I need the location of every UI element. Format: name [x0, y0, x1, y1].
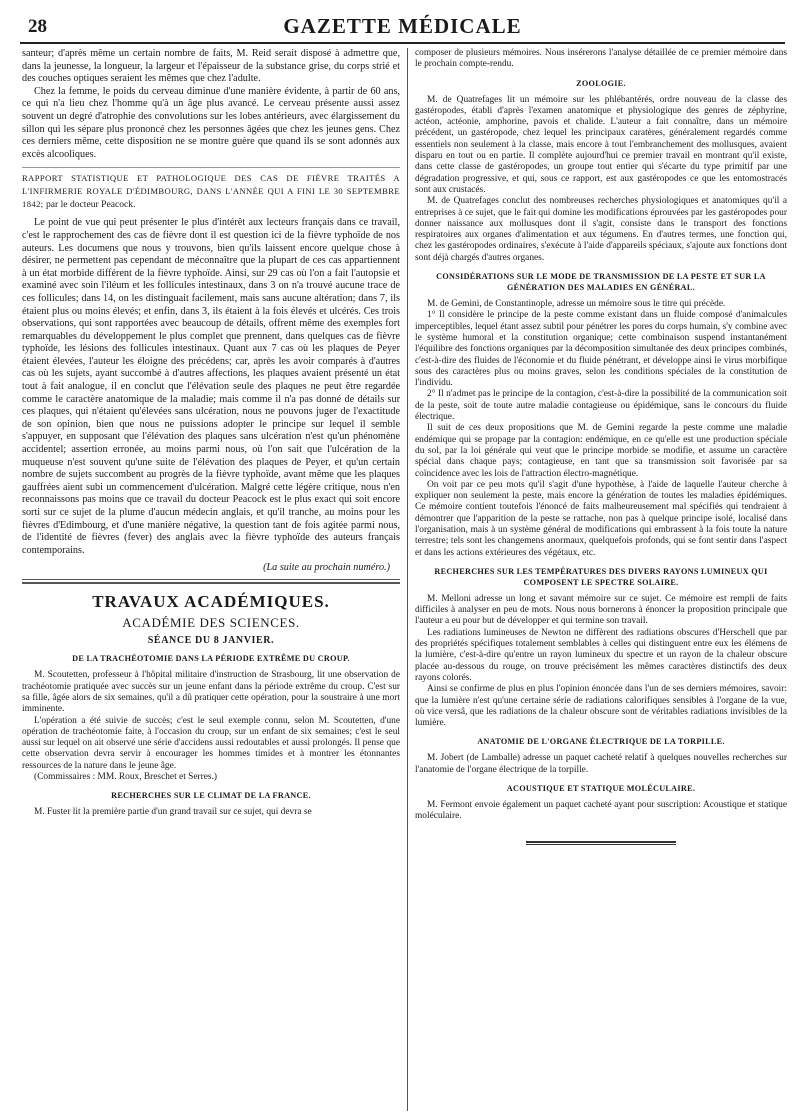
topic-heading: DE LA TRACHÉOTOMIE DANS LA PÉRIODE EXTRÊME DU CROUP.: [72, 654, 350, 664]
paragraph: Le point de vue qui peut présenter le plus d'intérêt aux lecteurs français dans ce travail, c'est le rapprochement des cas de fièvre dont il est question ici de la fièvre typhoïde de nos auteurs. Les documens que nous y trouvons, bien qu'ils laissent encore quelque chose à désirer, ne permettent pas cependant de méconnaître que la plupart de ces cas appartiennent à un état morbide différent de la fièvre typhoïde. Ainsi, sur 29 cas où l'on a fait l'autopsie et examiné avec soin l'iléum et les follicules intestinaux, dans 3 on n'a trouvé aucune trace de ces follicules; dans 14, on les distinguait facilement, mais sans aucune altération; dans 7, ils étaient plus ou moins élevés; et enfin, dans 3, ils étaient à la fois élevés et ulcérés. Ces trois observations, qui sont rapportées avec beaucoup de détails, offrent même des exemples fort remarquables du développement le plus complet que prennent, dans quelques cas de fièvre typhoïde, les lésions des follicules intestinaux. Quant aux 7 cas où les plaques de Peyer étaient élevées, l'auteur les éloigne des précédens; car, après les avoir comparés à d'autres cas où les sujets, ayant succombé à d'autres affections, les plaques avaient présenté un état tout à fait analogue, il en conclut que l'élévation seule des plaques ne peut être regardée comme le caractère anatomique de la maladie; mais comme il n'a pas donné de détails sur ces plaques, qui n'étaient qu'élevées sans ulcération, nous ne pouvons juger de l'exactitude de son opinion, bien que nous ne puissions adopter le principe sur lequel il semble s'appuyer, en supposant que l'élévation des plaques sans ulcération n'est qu'un phénomène accidentel; assertion erronée, au moins parmi nous, où l'on sait que l'ulcération de la muqueuse n'est souvent qu'une suite de l'élévation des plaques de Peyer, et qu'un certain nombre de sujets succombent au progrès de la fièvre typhoïde, avant même que les plaques gauffrées aient subi un commencement d'ulcération. Malgré cette légère critique, nous n'en reconnaissons pas moins que ce travail du docteur Peacock est le plus exact qui soit encore sorti sur ce sujet de la plume d'aucun médecin anglais, et qu'il tranche, au moins pour les fièvres d'Edimbourg, et d'une manière négative, la question tant de fois agitée parmi nous, de l'identité de fièvres (fever) des anglais avec la fièvre typhoïde des auteurs français contemporains.: [22, 217, 400, 556]
paragraph: M. Melloni adresse un long et savant mémoire sur ce sujet. Ce mémoire est rempli de faits difficiles à analyser en peu de mots. Nous nous bornerons à énoncer la proposition principale que l'auteur a eu pour but de développer et qui termine son travail.: [415, 593, 787, 627]
article-title-caps: RAPPORT STATISTIQUE ET PATHOLOGIQUE DES CAS DE FIÈVRE TRAITÉS A L'INFIRMERIE ROYALE D'ÉDIMBOURG, DANS L'ANNÉE QUI A FINI LE 30 SEPTEMBRE 1842;: [22, 173, 400, 210]
page-header: [20, 14, 785, 44]
section-heading: TRAVAUX ACADÉMIQUES.: [92, 592, 330, 612]
subsection-heading: ACADÉMIE DES SCIENCES.: [122, 615, 300, 631]
session-date: SÉANCE DU 8 JANVIER.: [147, 635, 275, 647]
continuation-note: (La suite au prochain numéro.): [263, 562, 390, 574]
topic-heading: RECHERCHES SUR LES TEMPÉRATURES DES DIVERS RAYONS LUMINEUX QUI COMPOSENT LE SPECTRE SOLAIRE.: [434, 566, 768, 587]
section-divider: [22, 579, 400, 580]
paragraph: Les radiations lumineuses de Newton ne diffèrent des radiations obscures d'Herschell que par des propriétés spécifiques totalement semblables à celles qui distinguent entre eux les élémens de la lumière, c'est-à-dire qu'entre un rayon lumineux du spectre et un rayon de la chaleur obscure placée au-dessous du rouge, on trouve précisément les mêmes caractères distinctifs des deux rayons colorés.: [415, 627, 787, 683]
paragraph: M. de Quatrefages lit un mémoire sur les phlébantérés, ordre nouveau de la classe des gastéropodes, établi d'après l'examen anatomique et physiologique des genres de zéphyrine, actéon, actéonie, amphorine, pavois et chalide. L'auteur a fait connaître, dans un mémoire précédent, un gastéropode, chez lequel les principaux caratères, généralement regardés comme essentiels non seulement à la classe, mais encore à tout l'embranchement des mollusques, avaient disparu en tout ou en partie. Il complète aujourd'hui ce premier travail en montrant qu'il existe, dans cette classe de gastéropodes, un groupe tout entier qui s'écarte du type primitif par une dégradation progressive, et qui, sous ce rapport, est aux gastéropodes ce que les entomostracés sont aux crustacés.: [415, 94, 787, 195]
topic-heading: RECHERCHES SUR LE CLIMAT DE LA FRANCE.: [111, 791, 311, 801]
left-column: [22, 48, 400, 1111]
paragraph: M. Fermont envoie également un paquet cacheté ayant pour suscription: Acoustique et statique moléculaire.: [415, 800, 787, 822]
paragraph: L'opération a été suivie de succès; c'est le seul exemple connu, selon M. Scoutetten, d'une opération de trachéotomie faite, à l'occasion du croup, sur un enfant de six semaines; c'est le seul aussi sur lequel on ait observé une série d'accidens aussi redoutables et aussi prolongés. Il pense que cette observation devra servir à encourager les hommes timides et à montrer les étonnantes ressources de la nature dans le jeune âge.: [22, 715, 400, 771]
paragraph: M. Fuster lit la première partie d'un grand travail sur ce sujet, qui devra se: [34, 807, 312, 818]
topic-heading: CONSIDÉRATIONS SUR LE MODE DE TRANSMISSION DE LA PESTE ET SUR LA GÉNÉRATION DES MALADIES EN GÉNÉRAL.: [436, 272, 766, 293]
paragraph: M. Scoutetten, professeur à l'hôpital militaire d'instruction de Strasbourg, lit une observation de trachéotomie pratiquée avec succès sur un jeune enfant dans la période extrême du croup. C'est sur sa fille, âgée alors de six semaines, qu'il a dû pratiquer cette opération, pour la soustraire à une mort imminente.: [22, 670, 400, 715]
paragraph: M. de Quatrefages conclut des nombreuses recherches physiologiques et anatomiques qu'il a entreprises à ce sujet, que le fait qui domine les modifications éprouvées par les gastéropodes pour donner naissance aux mollusques dont il s'agit, consiste dans le transport des fonctions respiratoires aux organes d'alimentation et aux tégumens. En d'autres termes, une fonction qui, chez les gastéropodes ordinaires, s'exécute à l'aide d'appareils spéciaux, s'ajoute aux fonctions dont sont déjà chargés d'autres organes.: [415, 196, 787, 263]
page-number: 28: [28, 16, 47, 37]
commission-note: (Commissaires : MM. Roux, Breschet et Serres.): [34, 772, 218, 783]
column-divider: [407, 48, 408, 1111]
section-divider: [22, 582, 400, 584]
paragraph: Ainsi se confirme de plus en plus l'opinion énoncée dans l'un de ses derniers mémoires, savoir: que la lumière n'est qu'une certaine série de radiations calorifiques sensibles à l'organe de la vue, où vice versâ, que les radiations de la chaleur obscure sont de véritables radiations invisibles de la lumière.: [415, 684, 787, 729]
end-rule: [526, 841, 676, 843]
paragraph: M. de Gemini, de Constantinople, adresse un mémoire sous le titre qui précède.: [427, 299, 726, 310]
paragraph: 1° Il considère le principe de la peste comme existant dans un fluide composé d'animalcules imperceptibles, lequel étant assez subtil pour pénétrer les pores du corps humain, s'y combine avec le système humoral et la constitution organique; cette combinaison suspend instantanément l'équilibre des fonctions organiques par la décomposition simultanée des deux principes combinés, c'est-à-dire des fluides de l'économie et du fluide pénétrant, et développe ainsi le virus morbifique sous des caractères plus ou moins graves, selon les conditions spéciales de la constitution de l'individu.: [415, 310, 787, 389]
paragraph: Il suit de ces deux propositions que M. de Gemini regarde la peste comme une maladie endémique qui se propage par la contagion: endémique, en ce qu'elle est une production spéciale du sol, par la loi générale qui veut que le principe morbide se modifie, et assume un caractère spécial dans chaque pays; contagieuse, en tant que sa transmission soit favorisée par sa coïncidence avec les lois de l'attraction électro-magnétique.: [415, 423, 787, 479]
article-title: [22, 167, 400, 211]
paragraph: On voit par ce peu mots qu'il s'agit d'une hypothèse, à l'aide de laquelle l'auteur cherche à expliquer non seulement la peste, mais encore la génération de toutes les maladies épidémiques. Ce mémoire contient toutefois l'énoncé de faits malheureusement mal spécifiés qui tendraient à démontrer que l'apparition de la peste se rattache, non pas à quelque principe isolé, localisé dans l'organisation, mais à un système général de modifications qui embrassent à la fois toute la nature terrestre; tels sont les changemens anormaux, quelquefois profonds, qui se font sentir dans l'aspect et dans les actions extérieures des végétaux, etc.: [415, 479, 787, 558]
paragraph: composer de plusieurs mémoires. Nous insérerons l'analyse détaillée de ce premier mémoire dans le prochain compte-rendu.: [415, 48, 787, 70]
paragraph: santeur; d'après même un certain nombre de faits, M. Reid serait disposé à admettre que, dans la jeunesse, la longueur, la largeur et l'épaisseur de la substance grise, du corps strié et des couches optiques seraient les mêmes que chez l'adulte.: [22, 48, 400, 85]
topic-heading: ANATOMIE DE L'ORGANE ÉLECTRIQUE DE LA TORPILLE.: [477, 737, 725, 747]
article-title-author: par le docteur Peacock.: [43, 199, 136, 211]
paragraph: M. Jobert (de Lamballe) adresse un paquet cacheté relatif à quelques nouvelles recherches sur l'anatomie de l'organe électrique de la torpille.: [415, 753, 787, 775]
topic-heading: ZOOLOGIE.: [576, 78, 626, 88]
right-column: [415, 48, 787, 1111]
paragraph: Chez la femme, le poids du cerveau diminue d'une manière évidente, à partir de 60 ans, ce qui n'a lieu chez l'homme qu'à un âge plus avancé. Le cerveau présente aussi assez souvent un degré d'atrophie des convolutions sur les lobes antérieurs, avec élargissement du sillon qui les sépare plus prononcé chez les personnes âgées que chez les jeunes gens. Chez ces derniers même, cette disposition ne se montre guère que quand ils se sont adonnés aux excès alcooliques.: [22, 85, 400, 160]
end-rule: [526, 844, 676, 845]
paragraph: 2° Il n'admet pas le principe de la contagion, c'est-à-dire la possibilité de la communication soit de la peste, soit de toute autre maladie contagieuse ou épidémique, sans le concours du fluide électrique.: [415, 389, 787, 423]
masthead-title: GAZETTE MÉDICALE: [283, 14, 522, 38]
topic-heading: ACOUSTIQUE ET STATIQUE MOLÉCULAIRE.: [506, 784, 696, 794]
